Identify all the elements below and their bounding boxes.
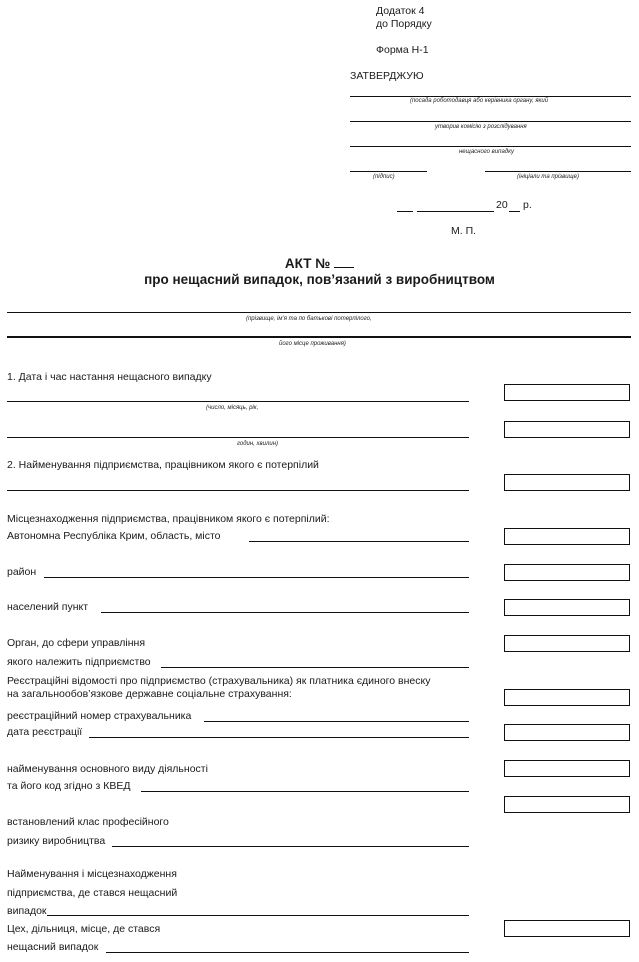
- appendix-number: Додаток 4: [376, 5, 425, 17]
- location-settlement-line: [101, 612, 469, 613]
- act-number-line: [334, 256, 354, 268]
- date-day-line: [397, 211, 413, 212]
- section2-enterprise-line: [7, 490, 469, 491]
- activity-label-2: та його код згідно з КВЕД: [7, 780, 131, 792]
- risk-line: [112, 846, 469, 847]
- activity-box-1[interactable]: [504, 760, 630, 777]
- accident-place-label-2: підприємства, де стався нещасний: [7, 887, 178, 899]
- location-district-box[interactable]: [504, 564, 630, 581]
- location-settlement-label: населений пункт: [7, 601, 89, 613]
- accident-place-label-3: випадок: [7, 905, 47, 917]
- stamp-label: М. П.: [451, 225, 477, 237]
- accident-place-line: [47, 915, 469, 916]
- commission-line: [350, 121, 631, 122]
- registration-line-2: на загальнообов’язкове державне соціальне страхування:: [7, 688, 292, 700]
- signature-caption: (підпис): [373, 174, 395, 180]
- location-district-line: [44, 577, 469, 578]
- section1-code-box-1[interactable]: [504, 384, 630, 401]
- act-title-text: АКТ №: [284, 256, 331, 271]
- section1-title: 1. Дата і час настання нещасного випадку: [7, 371, 212, 383]
- position-line: [350, 96, 631, 97]
- risk-label-1: встановлений клас професійного: [7, 816, 169, 828]
- location-region-box[interactable]: [504, 528, 630, 545]
- location-title: Місцезнаходження підприємства, працівником якого є потерпілий:: [7, 513, 330, 525]
- registration-date-label: дата реєстрації: [7, 726, 83, 738]
- section1-date-caption: (число, місяць, рік,: [206, 405, 259, 411]
- activity-label-1: найменування основного виду діяльності: [7, 763, 208, 775]
- accident-caption: нещасного випадку: [459, 149, 514, 155]
- registration-box-2[interactable]: [504, 724, 630, 741]
- location-region-label: Автономна Республіка Крим, область, місто: [7, 530, 221, 542]
- section1-time-line: [7, 437, 469, 438]
- registration-box-1[interactable]: [504, 689, 630, 706]
- signature-line: [350, 171, 427, 172]
- risk-label-2: ризику виробництва: [7, 835, 106, 847]
- approve-label: ЗАТВЕРДЖУЮ: [350, 70, 424, 82]
- section2-title: 2. Найменування підприємства, працівником якого є потерпілий: [7, 459, 319, 471]
- victim-name-caption: (прізвище, ім’я та по батькові потерпілого,: [246, 316, 372, 322]
- authority-label-2: якого належить підприємство: [7, 656, 151, 668]
- registration-number-label: реєстраційний номер страхувальника: [7, 710, 192, 722]
- date-year-line: [509, 211, 520, 212]
- victim-residence-caption: його місце проживання): [279, 341, 346, 347]
- position-caption: (посада роботодавця або керівника органу, який: [410, 98, 549, 104]
- section1-code-box-2[interactable]: [504, 421, 630, 438]
- accident-place-label-1: Найменування і місцезнаходження: [7, 868, 177, 880]
- location-district-label: район: [7, 566, 37, 578]
- workshop-box[interactable]: [504, 920, 630, 937]
- section1-date-line: [7, 401, 469, 402]
- initials-line: [485, 171, 631, 172]
- section2-code-box[interactable]: [504, 474, 630, 491]
- date-year-suffix: р.: [523, 199, 532, 211]
- initials-caption: (ініціали та прізвище): [517, 174, 579, 180]
- authority-box[interactable]: [504, 635, 630, 652]
- accident-line: [350, 146, 631, 147]
- registration-date-line: [89, 737, 469, 738]
- appendix-order: до Порядку: [376, 18, 432, 30]
- registration-number-line: [204, 721, 469, 722]
- section1-time-caption: годин, хвилин): [237, 441, 279, 447]
- victim-residence-line: [7, 336, 631, 338]
- act-title: [0, 256, 639, 272]
- workshop-label-1: Цех, дільниця, місце, де стався: [7, 923, 161, 935]
- authority-line: [161, 667, 469, 668]
- workshop-line: [106, 952, 469, 953]
- registration-line-1: Реєстраційні відомості про підприємство (страхувальника) як платника єдиного внеску: [7, 675, 431, 687]
- activity-code-line: [141, 791, 469, 792]
- authority-label-1: Орган, до сфери управління: [7, 637, 146, 649]
- form-label: Форма Н-1: [376, 44, 429, 56]
- activity-box-2[interactable]: [504, 796, 630, 813]
- date-month-line: [417, 211, 494, 212]
- location-region-line: [249, 541, 469, 542]
- act-subtitle: про нещасний випадок, пов’язаний з виробництвом: [144, 272, 495, 287]
- location-settlement-box[interactable]: [504, 599, 630, 616]
- victim-name-line: [7, 312, 631, 313]
- workshop-label-2: нещасний випадок: [7, 941, 99, 953]
- commission-caption: утворив комісію з розслідування: [435, 124, 527, 130]
- date-year-prefix: 20: [496, 199, 508, 211]
